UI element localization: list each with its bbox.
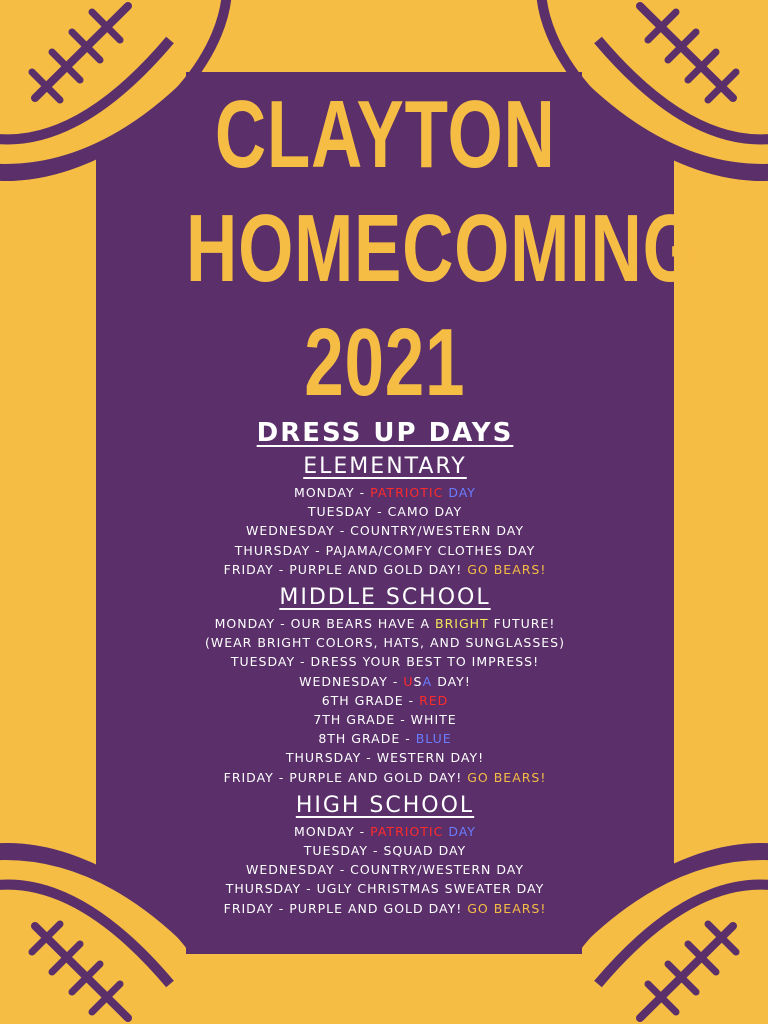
middle-grade-6: 6TH GRADE - RED — [321, 692, 449, 708]
high-monday: MONDAY - PATRIOTIC DAY — [294, 823, 476, 839]
high-school-heading: HIGH SCHOOL — [295, 792, 475, 818]
high-thursday: THURSDAY - UGLY CHRISTMAS SWEATER DAY — [225, 881, 545, 897]
elementary-tuesday: TUESDAY - CAMO DAY — [307, 504, 463, 520]
elementary-wednesday: WEDNESDAY - COUNTRY/WESTERN DAY — [246, 523, 524, 539]
title-line-homecoming: HOMECOMING — [186, 195, 699, 302]
elementary-monday: MONDAY - PATRIOTIC DAY — [294, 485, 476, 500]
elementary-friday: FRIDAY - PURPLE AND GOLD DAY! GO BEARS! — [223, 561, 547, 577]
title-line-year: 2021 — [304, 309, 466, 416]
title-block — [96, 78, 699, 420]
middle-tuesday: TUESDAY - DRESS YOUR BEST TO IMPRESS! — [230, 654, 540, 670]
poster-content — [96, 72, 699, 954]
dress-up-days-heading: DRESS UP DAYS — [256, 418, 514, 448]
middle-wednesday: WEDNESDAY - USA DAY! — [299, 673, 471, 689]
middle-monday: MONDAY - OUR BEARS HAVE A BRIGHT FUTURE! — [214, 616, 556, 632]
middle-monday-note: (WEAR BRIGHT COLORS, HATS, AND SUNGLASSES) — [205, 635, 565, 651]
middle-grade-8: 8TH GRADE - BLUE — [318, 731, 452, 747]
elementary-thursday: THURSDAY - PAJAMA/COMFY CLOTHES DAY — [234, 542, 536, 558]
high-friday: FRIDAY - PURPLE AND GOLD DAY! GO BEARS! — [223, 900, 547, 916]
elementary-heading: ELEMENTARY — [303, 454, 467, 479]
middle-friday: FRIDAY - PURPLE AND GOLD DAY! GO BEARS! — [223, 769, 547, 785]
middle-school-heading: MIDDLE SCHOOL — [279, 585, 491, 611]
title-line-clayton: CLAYTON — [214, 81, 556, 188]
middle-grade-7: 7TH GRADE - WHITE — [313, 712, 457, 728]
middle-thursday: THURSDAY - WESTERN DAY! — [285, 750, 485, 766]
top-gold-tab — [186, 0, 582, 72]
high-wednesday: WEDNESDAY - COUNTRY/WESTERN DAY — [246, 862, 524, 878]
high-tuesday: TUESDAY - SQUAD DAY — [303, 843, 467, 859]
